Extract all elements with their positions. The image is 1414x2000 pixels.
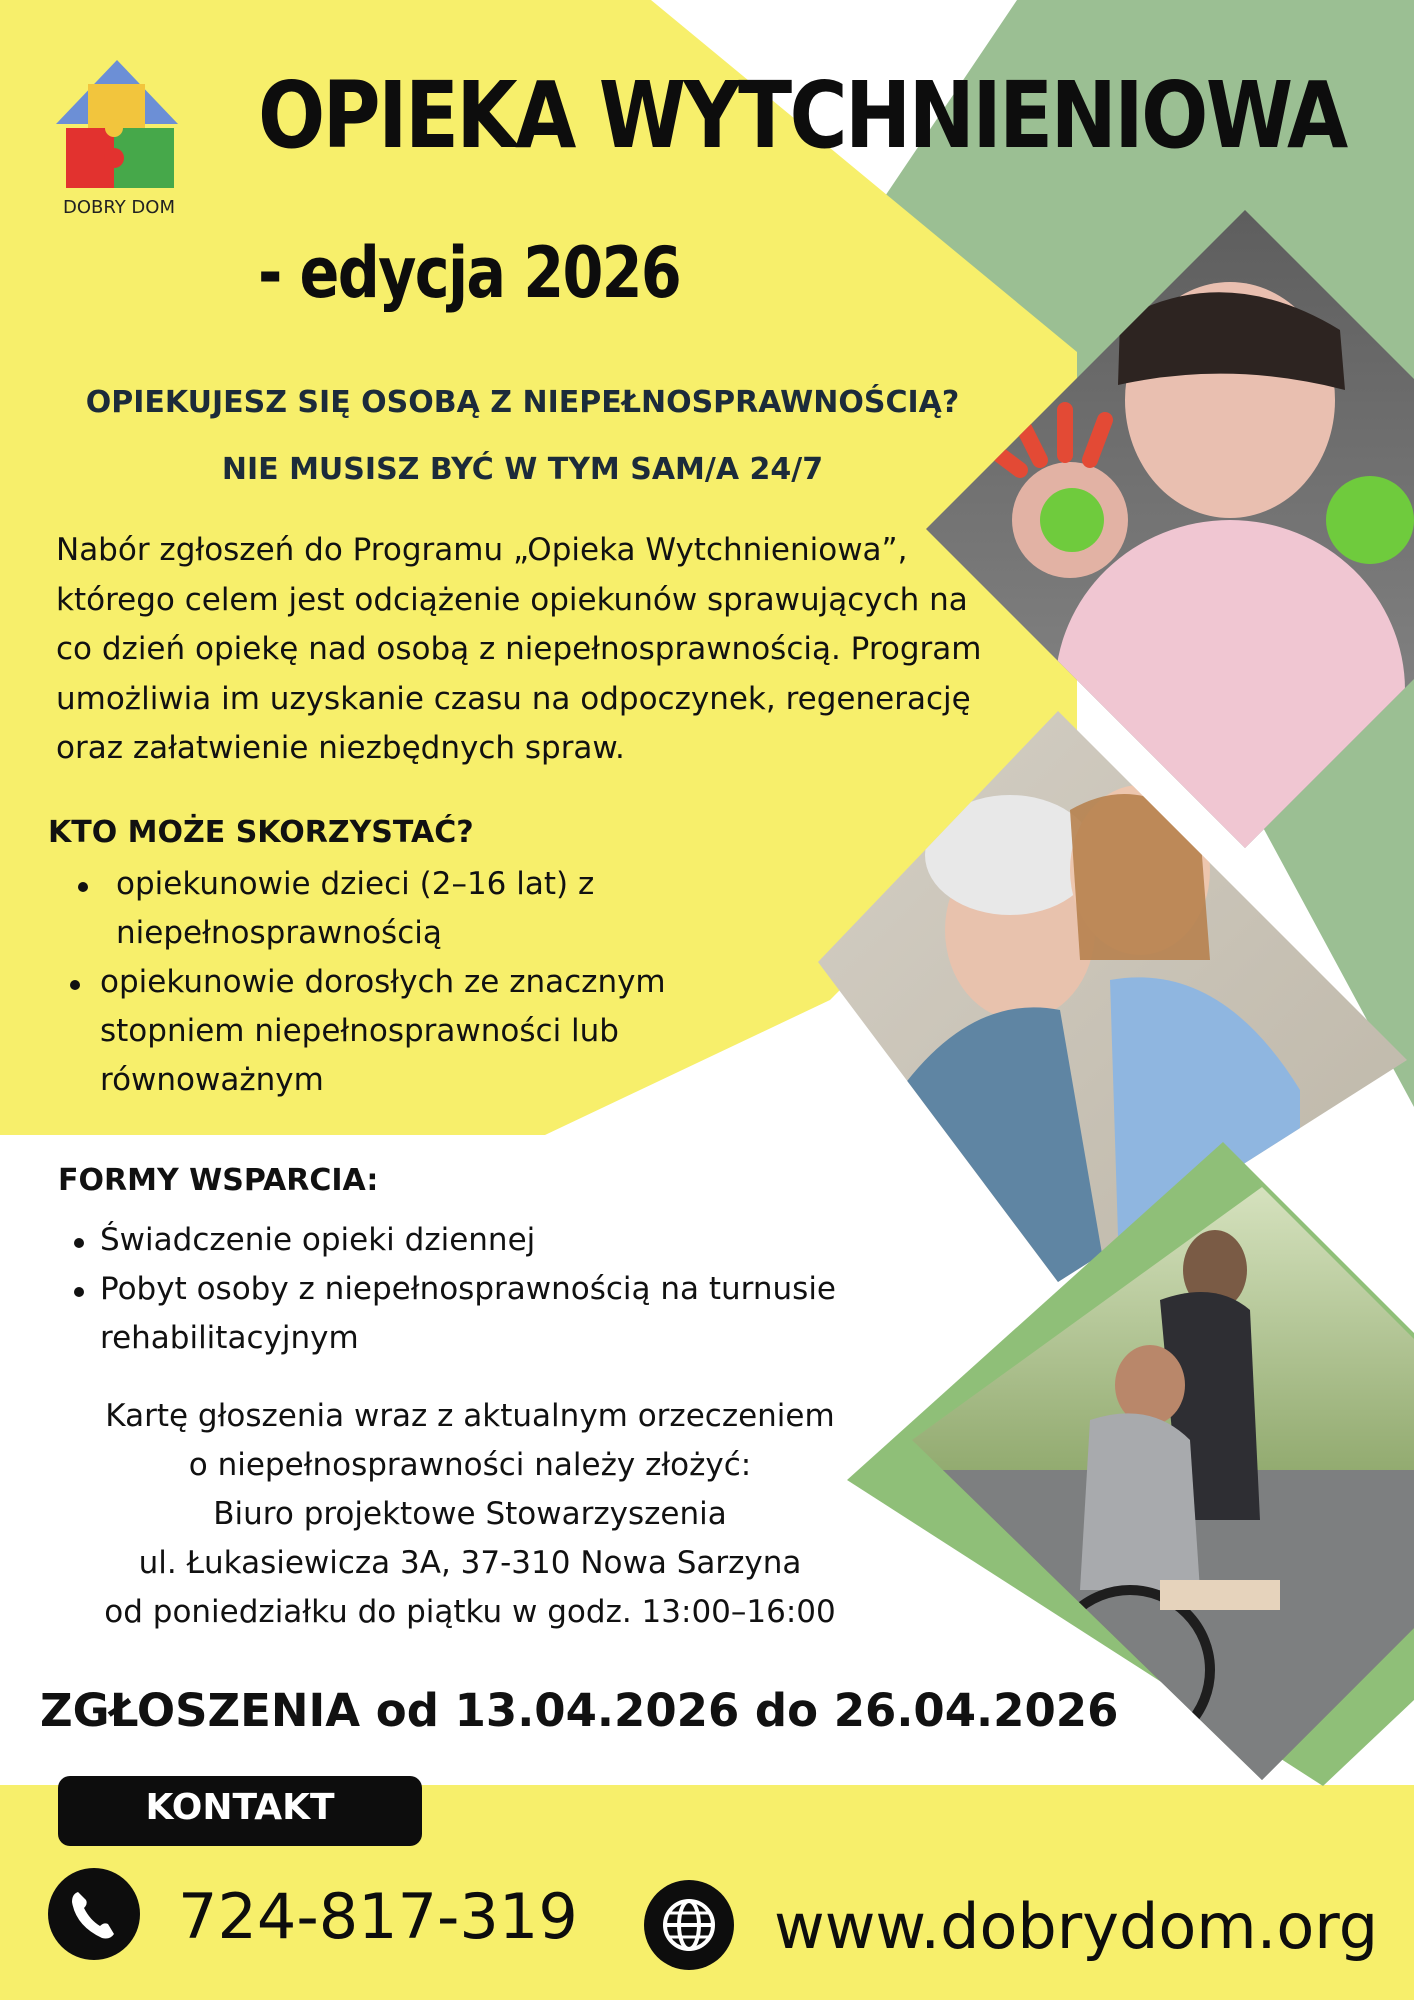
website-link[interactable]: www.dobrydom.org [774, 1890, 1379, 1963]
bullet-icon [74, 1287, 84, 1297]
list-item [100, 1265, 920, 1363]
bullet-icon [74, 1238, 84, 1248]
logo-text: DOBRY DOM [62, 197, 175, 218]
submission-line: Biuro projektowe Stowarzyszenia [213, 1496, 727, 1532]
page-subtitle: - edycja 2026 [258, 232, 681, 314]
application-dates: ZGŁOSZENIA od 13.04.2026 do 26.04.2026 [40, 1684, 1119, 1737]
intro-paragraph: Nabór zgłoszeń do Programu „Opieka Wytchnieniowa”, którego celem jest odciążenie opiekunów sprawujących na co dzień opiekę nad osobą z niepełnosprawnością. Program umożliwia im uzyskanie czasu na odpoczynek, regenerację oraz załatwienie niezbędnych spraw. [56, 532, 982, 766]
support-heading: FORMY WSPARCIA: [58, 1163, 379, 1198]
bullet-icon [70, 980, 80, 990]
list-item [108, 860, 748, 958]
headline-question: OPIEKUJESZ SIĘ OSOBĄ Z NIEPEŁNOSPRAWNOŚCIĄ? [85, 385, 960, 420]
bullet-icon [78, 882, 88, 892]
submission-line: od poniedziałku do piątku w godz. 13:00–16:00 [104, 1594, 836, 1630]
submission-line: ul. Łukasiewicza 3A, 37-310 Nowa Sarzyna [138, 1545, 802, 1581]
submission-info [40, 1392, 900, 1637]
support-list [100, 1216, 920, 1363]
contact-label: KONTAKT [145, 1787, 335, 1828]
submission-line: Kartę głoszenia wraz z aktualnym orzeczeniem [105, 1398, 835, 1434]
eligibility-list [100, 860, 748, 1105]
phone-icon [48, 1868, 140, 1960]
list-item-text: opiekunowie dzieci (2–16 lat) z niepełnosprawnością [116, 866, 595, 951]
list-item-text: opiekunowie dorosłych ze znacznym stopniem niepełnosprawności lub równoważnym [100, 964, 666, 1098]
submission-line: o niepełnosprawności należy złożyć: [188, 1447, 752, 1483]
phone-number[interactable]: 724-817-319 [178, 1880, 578, 1953]
list-item [100, 958, 748, 1105]
list-item [100, 1216, 920, 1265]
globe-icon [644, 1880, 734, 1970]
list-item-text: Pobyt osoby z niepełnosprawnością na turnusie rehabilitacyjnym [100, 1271, 837, 1356]
eligibility-heading: KTO MOŻE SKORZYSTAĆ? [48, 815, 474, 850]
list-item-text: Świadczenie opieki dziennej [100, 1222, 536, 1258]
page-title: OPIEKA WYTCHNIENIOWA [258, 62, 1346, 169]
headline-tagline: NIE MUSISZ BYĆ W TYM SAM/A 24/7 [221, 452, 824, 487]
